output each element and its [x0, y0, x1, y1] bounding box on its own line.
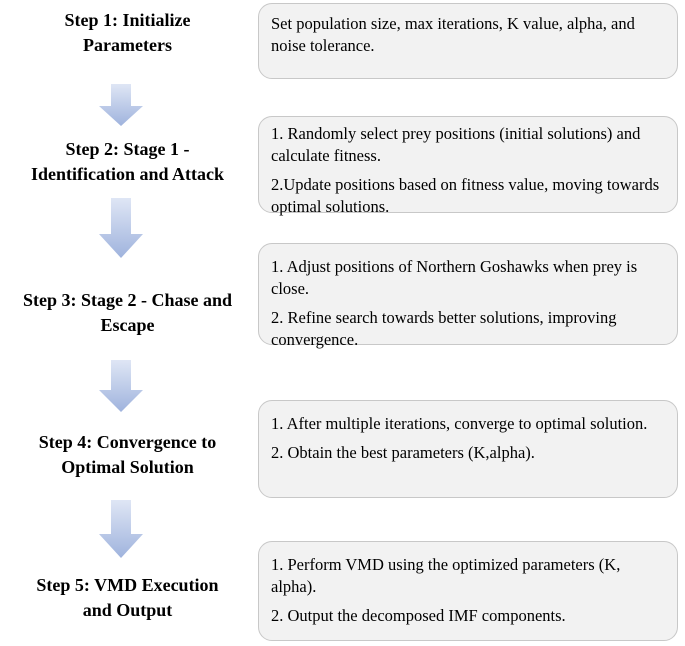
step-3-box: 1. Adjust positions of Northern Goshawks when prey is close. 2. Refine search towards better solutions, improving convergence. [258, 243, 678, 345]
step-4-box: 1. After multiple iterations, converge to optimal solution. 2. Obtain the best parameters (K,alpha). [258, 400, 678, 498]
step-4-title: Step 4: Convergence to Optimal Solution [38, 432, 217, 477]
step-5-box: 1. Perform VMD using the optimized parameters (K, alpha). 2. Output the decomposed IMF components. [258, 541, 678, 641]
down-arrow-icon [99, 84, 143, 126]
step-2-box: 1. Randomly select prey positions (initial solutions) and calculate fitness. 2.Update positions based on fitness value, moving towards optimal solutions. [258, 116, 678, 213]
step-1-title: Step 1: Initialize Parameters [64, 10, 191, 55]
step-3-title: Step 3: Stage 2 - Chase and Escape [22, 290, 232, 335]
down-arrow-icon [99, 500, 143, 558]
step-2-title: Step 2: Stage 1 - Identification and Attack [30, 139, 225, 184]
down-arrow-icon [99, 360, 143, 412]
step-5-title: Step 5: VMD Execution and Output [36, 575, 219, 620]
step-1-box: Set population size, max iterations, K value, alpha, and noise tolerance. [258, 3, 678, 79]
down-arrow-icon [99, 198, 143, 258]
